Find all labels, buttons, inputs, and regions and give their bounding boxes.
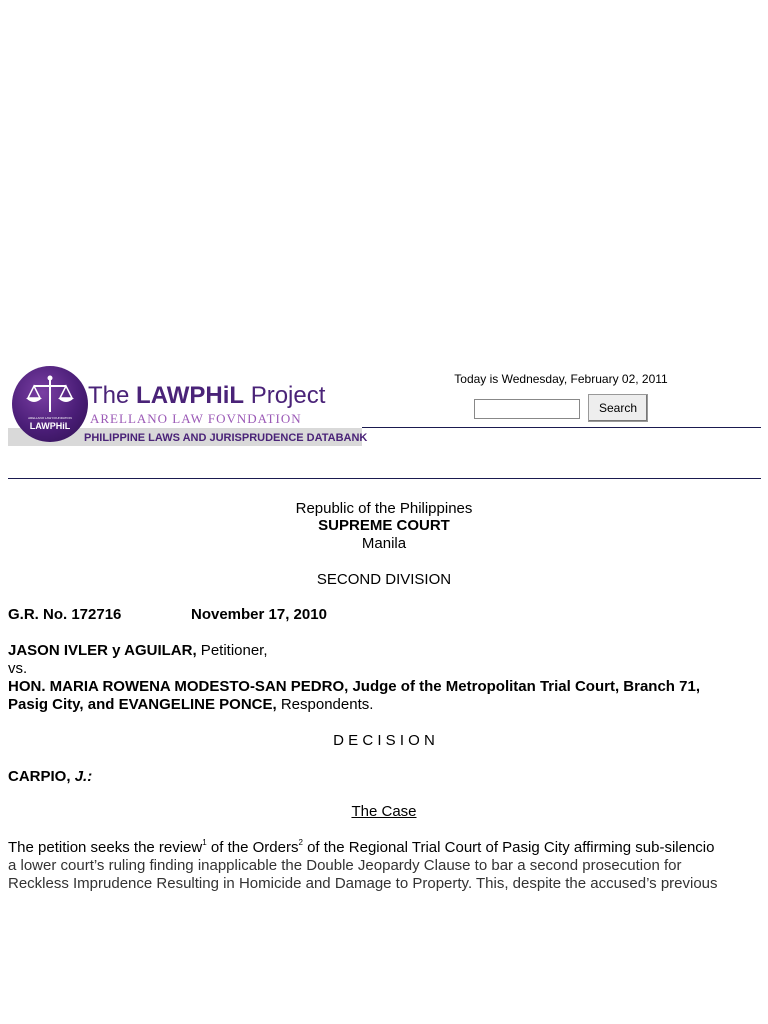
respondents-role: Respondents. — [276, 696, 374, 713]
logo-seal-text: LAWPHiL — [29, 421, 71, 431]
body-line-1 — [8, 839, 714, 856]
body-text-1a: The petition seeks the review — [8, 839, 203, 856]
logo-title-bold: LAWPHiL — [136, 382, 245, 409]
page-divider — [8, 478, 761, 479]
header-divider — [362, 427, 761, 428]
ponente-name: CARPIO, — [8, 768, 75, 785]
today-date: Today is Wednesday, February 02, 2011 — [454, 372, 668, 386]
ponente-title: J.: — [74, 768, 93, 785]
petitioner-role: Petitioner, — [196, 642, 268, 659]
court-city: Manila — [361, 535, 407, 552]
gr-number: G.R. No. 172716 — [8, 606, 122, 623]
lawphil-logo[interactable] — [8, 362, 368, 446]
court-name: SUPREME COURT — [318, 517, 450, 534]
search-input[interactable] — [474, 399, 580, 419]
body-text-1c: of the Regional Trial Court of Pasig City affirming sub-silencio — [302, 839, 715, 856]
section-heading: The Case — [351, 803, 417, 820]
logo-title-prefix: The — [88, 382, 130, 409]
decision-date: November 17, 2010 — [191, 606, 327, 623]
footnote-ref-1[interactable]: 1 — [202, 838, 207, 847]
logo-band-text: PHILIPPINE LAWS AND JURISPRUDENCE DATABANK — [84, 432, 368, 444]
body-line-2: a lower court’s ruling finding inapplicable the Double Jeopardy Clause to bar a second prosecution for — [8, 857, 682, 874]
footnote-ref-2[interactable]: 2 — [298, 838, 303, 847]
versus: vs. — [8, 660, 28, 677]
body-text-1b: of the Orders — [206, 839, 299, 856]
body-line-3: Reckless Imprudence Resulting in Homicide and Damage to Property. This, despite the accused’s previous — [8, 875, 718, 892]
logo-seal-text-top: ARELLANO LAW FOUNDATION — [28, 416, 72, 420]
logo-seal — [12, 366, 88, 442]
republic-line: Republic of the Philippines — [295, 500, 473, 517]
division: SECOND DIVISION — [316, 571, 452, 588]
logo-title-suffix: Project — [250, 382, 326, 409]
logo-subtitle: ARELLANO LAW FOVNDATION — [90, 411, 302, 426]
respondents-line-1: HON. MARIA ROWENA MODESTO-SAN PEDRO, Judge of the Metropolitan Trial Court, Branch 71, — [8, 678, 700, 695]
respondents-line-2 — [8, 696, 373, 713]
petitioner-line — [8, 642, 268, 659]
logo-title — [88, 382, 325, 410]
respondents-names: Pasig City, and EVANGELINE PONCE, — [8, 696, 277, 713]
ponente — [8, 768, 92, 785]
search-button[interactable]: Search — [588, 394, 648, 422]
petitioner-name: JASON IVLER y AGUILAR, — [8, 642, 197, 659]
decision-heading: D E C I S I O N — [333, 732, 435, 749]
